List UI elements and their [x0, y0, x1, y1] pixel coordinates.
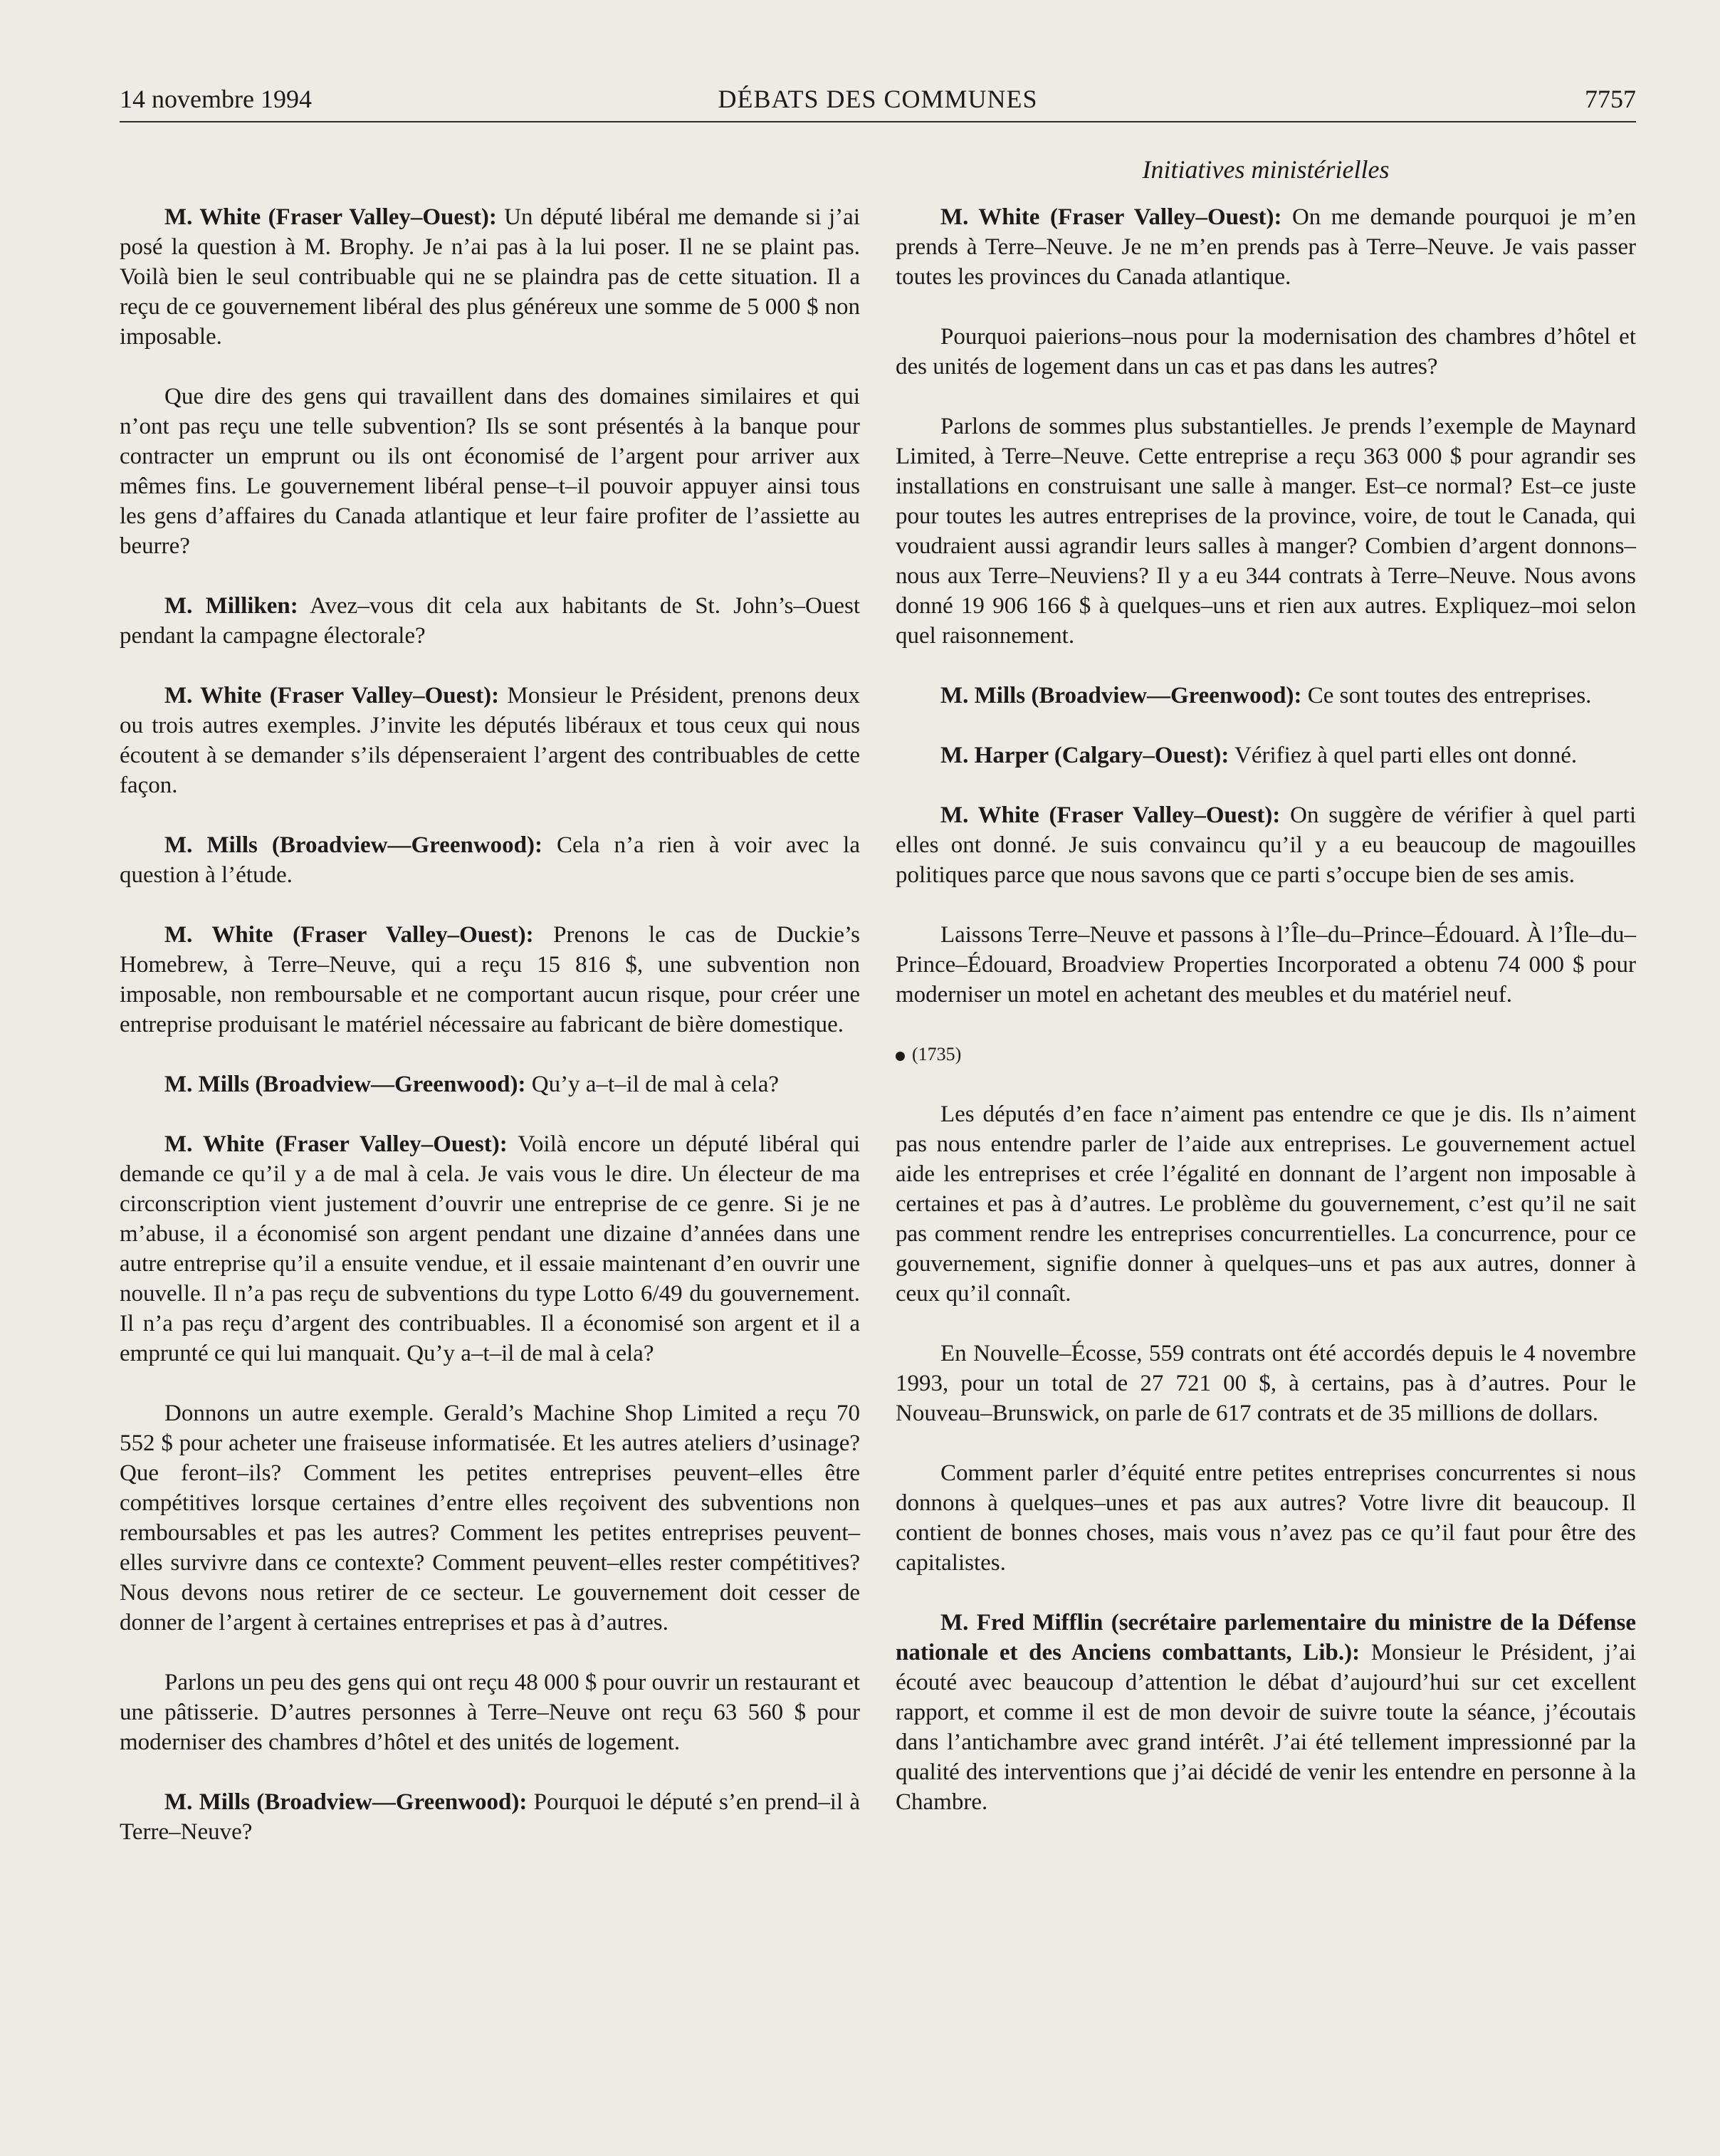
paragraph-text: Cela n’a rien à voir avec la question à l’étude. — [120, 832, 860, 888]
paragraph-text: Pourquoi le député s’en prend–il à Terre–Neuve? — [120, 1789, 860, 1845]
paragraph — [896, 1458, 1636, 1578]
header-date: 14 novembre 1994 — [120, 85, 312, 113]
paragraph — [120, 591, 860, 651]
right-column — [896, 202, 1636, 1847]
speaker-name: M. White (Fraser Valley–Ouest): — [164, 922, 534, 948]
header-page-number: 7757 — [1585, 85, 1636, 113]
paragraph — [120, 1668, 860, 1757]
speaker-name: M. Mills (Broadview—Greenwood): — [940, 683, 1302, 708]
paragraph-text: On me demande pourquoi je m’en prends à Terre–Neuve. Je ne m’en prends pas à Terre–Neuve. Je vais passer toutes les provinces du Canada atlantique. — [896, 204, 1636, 290]
speaker-name: M. White (Fraser Valley–Ouest): — [940, 802, 1281, 828]
right-column-lower — [896, 1099, 1636, 1817]
paragraph-text: Que dire des gens qui travaillent dans des domaines similaires et qui n’ont pas reçu une telle subvention? Ils se sont présentés à la banque pour contracter un emprunt ou ils ont économisé de l’argent pour arriver aux mêmes fins. Le gouvernement libéral pense–t–il pouvoir appuyer ainsi tous les gens d’affaires du Canada atlantique et leur faire profiter de l’assiette au beurre? — [120, 384, 860, 559]
paragraph — [896, 322, 1636, 382]
speaker-name: M. White (Fraser Valley–Ouest): — [164, 204, 497, 230]
paragraph-text: Prenons le cas de Duckie’s Homebrew, à Terre–Neuve, qui a reçu 15 816 $, une subvention non imposable, non remboursable et ne comportant aucun risque, pour créer une entreprise produisant le matériel nécessaire au fabricant de bière domestique. — [120, 922, 860, 1037]
paragraph-text: Monsieur le Président, j’ai écouté avec beaucoup d’attention le débat d’aujourd’hui sur cet excellent rapport, et comme il est de mon devoir de suivre toute la séance, j’écoutais dans l’antichambre avec grand intérêt. J’ai été tellement impressionné par la qualité des interventions que j’ai décidé de venir les entendre en personne à la Chambre. — [896, 1640, 1637, 1815]
paragraph-text: Voilà encore un député libéral qui demande ce qu’il y a de mal à cela. Je vais vous le dire. Un électeur de ma circonscription vient justement d’ouvrir une entreprise de ce genre. Si je ne m’abuse, il a économisé son argent pendant une dizaine d’années dans une autre entreprise qu’il a ensuite vendue, et il essaie maintenant d’en ouvrir une nouvelle. Il n’a pas reçu de subventions du type Lotto 6/49 du gouvernement. Il n’a pas reçu d’argent des contribuables. Il a économisé son argent et il a emprunté ce qui lui manquait. Qu’y a–t–il de mal à cela? — [120, 1131, 860, 1366]
right-column-upper — [896, 202, 1636, 1010]
paragraph — [120, 830, 860, 890]
paragraph-text: Monsieur le Président, prenons deux ou trois autres exemples. J’invite les députés libéraux et tous ceux qui nous écoutent à se demander s’ils dépenseraient l’argent des contribuables de cette façon. — [120, 683, 860, 798]
paragraph — [120, 1069, 860, 1099]
speaker-name: M. Mills (Broadview—Greenwood): — [164, 1072, 526, 1097]
paragraph — [896, 1608, 1636, 1817]
paragraph-text: Les députés d’en face n’aiment pas entendre ce que je dis. Ils n’aiment pas nous entendre parler de l’aide aux entreprises. Le gouvernement actuel aide les entreprises et crée l’égalité en donnant de l’argent non imposable à certaines et pas à d’autres. Le problème du gouvernement, c’est qu’il ne sait pas comment rendre les entreprises concurrentielles. La concurrence, pour ce gouvernement, signifie donner à quelques–uns et pas aux autres, donner à ceux qu’il connaît. — [896, 1101, 1636, 1307]
paragraph — [120, 1398, 860, 1638]
speaker-name: M. Mills (Broadview—Greenwood): — [164, 832, 542, 858]
speaker-name: M. Mills (Broadview—Greenwood): — [164, 1789, 528, 1815]
paragraph-text: Ce sont toutes des entreprises. — [1301, 683, 1592, 708]
paragraph-text: Qu’y a–t–il de mal à cela? — [525, 1072, 779, 1097]
paragraph-text: Parlons un peu des gens qui ont reçu 48 000 $ pour ouvrir un restaurant et une pâtisserie. D’autres personnes à Terre–Neuve ont reçu 63 560 $ pour moderniser des chambres d’hôtel et des unités de logement. — [120, 1670, 860, 1755]
paragraph-text: Un député libéral me demande si j’ai posé la question à M. Brophy. Je n’ai pas à la lui poser. Il ne se plaint pas. Voilà bien le seul contribuable qui ne se plaindra pas de cette situation. Il a reçu de ce gouvernement libéral des plus généreux une somme de 5 000 $ non imposable. — [120, 204, 860, 350]
paragraph — [120, 1129, 860, 1369]
paragraph-text: On suggère de vérifier à quel parti elles ont donné. Je suis convaincu qu’il y a eu beaucoup de magouilles politiques parce que nous savons que ce parti s’occupe bien de ses amis. — [896, 802, 1636, 888]
paragraph — [120, 1787, 860, 1847]
paragraph — [896, 202, 1636, 292]
time-marker — [896, 1040, 1636, 1069]
paragraph — [120, 920, 860, 1040]
paragraph-text: Donnons un autre exemple. Gerald’s Machine Shop Limited a reçu 70 552 $ pour acheter une fraiseuse informatisée. Et les autres ateliers d’usinage? Que feront–ils? Comment les petites entreprises peuvent–elles être compétitives lorsque certaines d’entre elles reçoivent des subventions non remboursables et pas les autres? Comment les petites entreprises peuvent–elles survivre dans ce contexte? Comment peuvent–elles rester compétitives? Nous devons nous retirer de ce secteur. Le gouvernement doit cesser de donner de l’argent à certaines entreprises et pas à d’autres. — [120, 1401, 860, 1636]
paragraph — [120, 681, 860, 800]
paragraph — [896, 741, 1636, 770]
paragraph — [896, 412, 1636, 651]
paragraph — [896, 1099, 1636, 1309]
paragraph-text: Pourquoi paierions–nous pour la modernisation des chambres d’hôtel et des unités de logement dans un cas et pas dans les autres? — [896, 324, 1636, 380]
header-rule — [120, 121, 1636, 122]
section-label: Initiatives ministérielles — [1142, 155, 1390, 184]
left-column — [120, 202, 860, 1877]
paragraph — [896, 681, 1636, 711]
paragraph-text: Vérifiez à quel parti elles ont donné. — [1229, 743, 1578, 768]
running-head — [120, 77, 1636, 121]
speaker-name: M. White (Fraser Valley–Ouest): — [164, 1131, 508, 1157]
paragraph — [120, 382, 860, 561]
speaker-name: M. Harper (Calgary–Ouest): — [940, 743, 1229, 768]
paragraph-text: Comment parler d’équité entre petites entreprises concurrentes si nous donnons à quelques–unes et pas aux autres? Votre livre dit beaucoup. Il contient de bonnes choses, mais vous n’avez pas ce qu’il faut pour être des capitalistes. — [896, 1460, 1636, 1576]
speaker-name: M. White (Fraser Valley–Ouest): — [940, 204, 1282, 230]
paragraph-text: Laissons Terre–Neuve et passons à l’Île–du–Prince–Édouard. À l’Île–du–Prince–Édouard, Broadview Properties Incorporated a obtenu 74 000 $ pour moderniser un motel en achetant des meubles et du matériel neuf. — [896, 922, 1636, 1008]
speaker-name: M. Fred Mifflin (secrétaire parlementaire du ministre de la Défense nationale et des Anciens combattants, Lib.): — [896, 1610, 1636, 1665]
paragraph — [120, 202, 860, 352]
header-publication: DÉBATS DES COMMUNES — [718, 85, 1038, 113]
speaker-name: M. Milliken: — [164, 593, 298, 619]
paragraph-text: Parlons de sommes plus substantielles. Je prends l’exemple de Maynard Limited, à Terre–Neuve. Cette entreprise a reçu 363 000 $ pour agrandir ses installations en construisant une salle à manger. Est–ce normal? Est–ce juste pour toutes les autres entreprises de la province, voire, de tout le Canada, qui voudraient aussi agrandir leurs salles à manger? Combien d’argent donnons–nous aux Terre–Neuviens? Il y a eu 344 contrats à Terre–Neuve. Nous avons donné 19 906 166 $ à quelques–uns et rien aux autres. Expliquez–moi selon quel raisonnement. — [896, 414, 1636, 649]
time-marker-text: (1735) — [912, 1044, 962, 1064]
bullet-icon — [896, 1052, 905, 1061]
paragraph-text: En Nouvelle–Écosse, 559 contrats ont été accordés depuis le 4 novembre 1993, pour un total de 27 721 00 $, à certains, pas à d’autres. Pour le Nouveau–Brunswick, on parle de 617 contrats et de 35 millions de dollars. — [896, 1341, 1636, 1426]
paragraph — [896, 920, 1636, 1010]
paragraph-text: Avez–vous dit cela aux habitants de St. John’s–Ouest pendant la campagne électorale? — [120, 593, 861, 649]
paragraph — [896, 800, 1636, 890]
speaker-name: M. White (Fraser Valley–Ouest): — [164, 683, 500, 708]
paragraph — [896, 1339, 1636, 1428]
